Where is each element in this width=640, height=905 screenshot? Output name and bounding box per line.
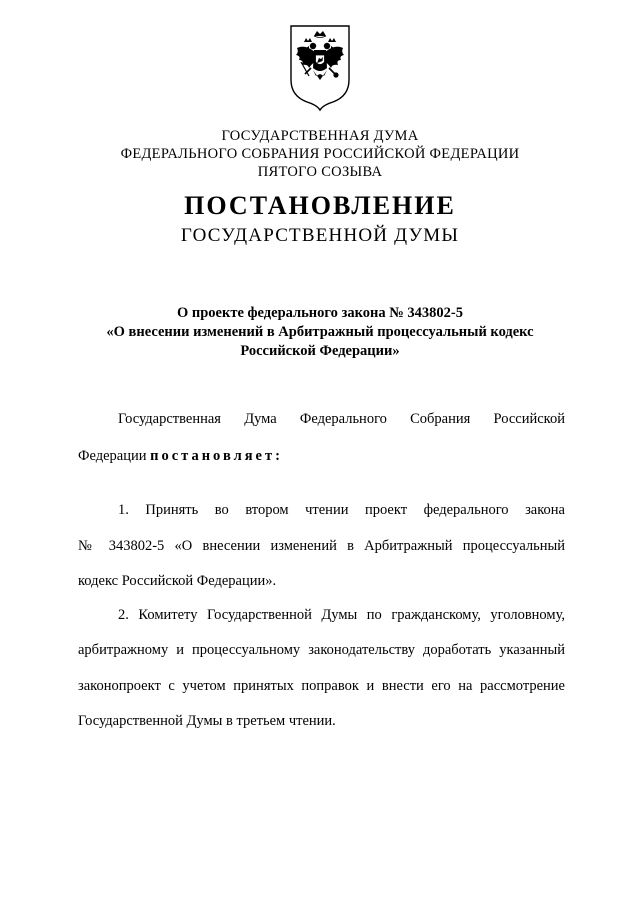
item-2-line-3: законопроект с учетом принятых поправок и внести его на рассмотрение (78, 678, 565, 694)
coat-of-arms-emblem (287, 22, 353, 112)
header-line-1: ГОСУДАРСТВЕННАЯ ДУМА (221, 128, 419, 144)
subject-line-3: Российской Федерации» (240, 343, 400, 359)
coat-of-arms-icon (287, 22, 353, 112)
item-1-line-2: № 343802-5 «О внесении изменений в Арбитражный процессуальный (78, 538, 565, 554)
preamble-line-1: Государственная Дума Федерального Собрания Российской (118, 411, 565, 427)
subject-line-2: «О внесении изменений в Арбитражный процессуальный кодекс (106, 324, 534, 340)
item-1-line-1: 1. Принять во втором чтении проект федерального закона (118, 502, 565, 518)
preamble-line-2 (78, 446, 565, 466)
item-2-line-4: Государственной Думы в третьем чтении. (78, 713, 336, 729)
subject-line-1: О проекте федерального закона № 343802-5 (176, 305, 464, 321)
header-line-3: ПЯТОГО СОЗЫВА (257, 164, 383, 180)
preamble-prefix: Федерации (78, 448, 147, 464)
item-2-line-2: арбитражному и процессуальному законодательству доработать указанный (78, 642, 565, 658)
preamble-verb: постановляет: (150, 448, 283, 464)
document-issuer: ГОСУДАРСТВЕННОЙ ДУМЫ (180, 225, 460, 246)
item-2-line-1: 2. Комитету Государственной Думы по гражданскому, уголовному, (118, 607, 565, 623)
document-type-title: ПОСТАНОВЛЕНИЕ (184, 191, 456, 220)
header-line-2: ФЕДЕРАЛЬНОГО СОБРАНИЯ РОССИЙСКОЙ ФЕДЕРАЦИИ (120, 146, 520, 162)
item-1-line-3: кодекс Российской Федерации». (78, 573, 277, 589)
